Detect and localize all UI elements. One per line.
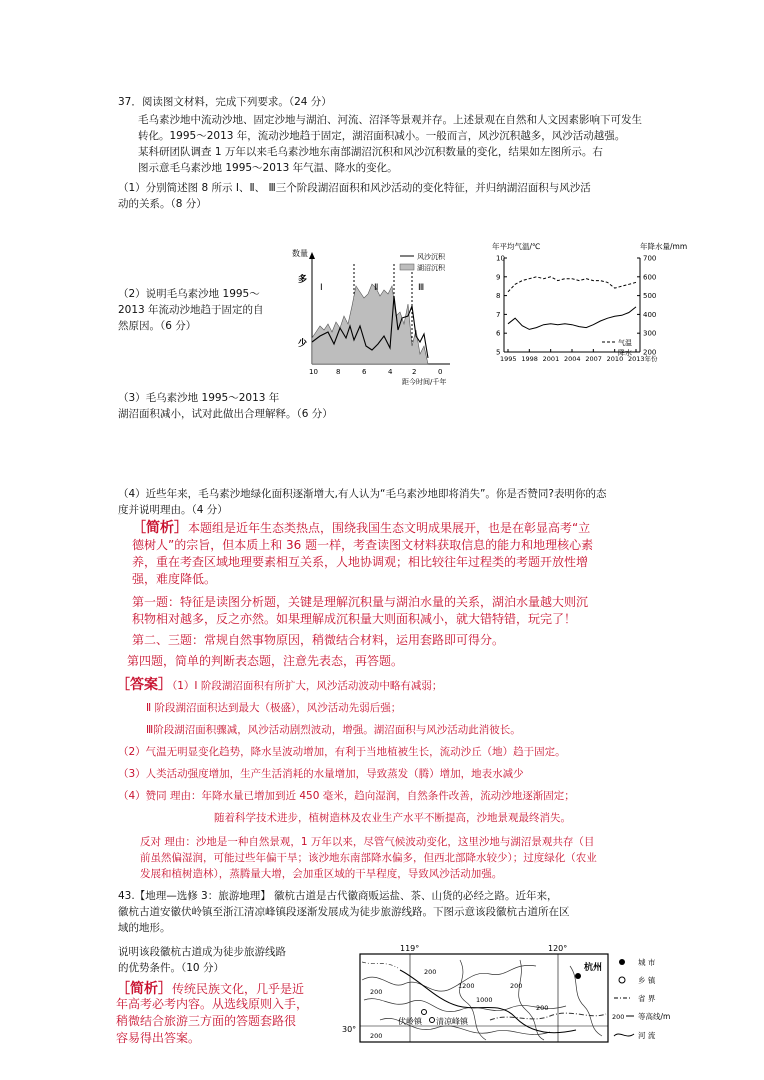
climate-xtick-label: 2010 <box>606 355 624 363</box>
climate-ytick-left-label: 10 <box>496 254 505 263</box>
answer-a1-2: Ⅱ 阶段湖沼面积达到最大（极盛），风沙活动先弱后强； <box>146 702 402 714</box>
analysis-line-1: 本题组是近年生态类热点，围绕我国生态文明成果展开，也是在彰显高考“立 <box>188 521 591 535</box>
climate-ylabel-left: 年平均气温/℃ <box>492 242 541 251</box>
climate-ylabel-right: 年降水量/mm <box>640 242 688 251</box>
climate-xtick-label: 2007 <box>585 355 602 363</box>
map-town-fuling: 伏岭镇 <box>398 1017 422 1026</box>
climate-xtick-label: 2001 <box>542 355 560 363</box>
q43-line1: 43.【地理—选修 3：旅游地理】 徽杭古道是古代徽商贩运盐、茶、山货的必经之路。近年来， <box>118 890 558 902</box>
analysis-q23: 第二、三题：常规自然事物原因，稍微结合材料，运用套路即可得分。 <box>132 633 505 647</box>
analysis-line-4: 强，难度降低。 <box>132 572 217 586</box>
q43-line2: 徽杭古道安徽伏岭镇至浙江清凉峰镇段逐渐发展成为徒步旅游线路。下图示意该段徽杭古道所在区 <box>118 906 570 918</box>
lake-sediment-area <box>312 284 428 364</box>
q37-sub2-line2: 2013 年流动沙地趋于固定的自 <box>118 304 264 316</box>
legend-precip: 降水 <box>618 349 632 357</box>
analysis-tag: ［简析］ <box>132 520 188 536</box>
q43-analysis-1: 传统民族文化，几乎是近 <box>172 982 305 996</box>
phase-1: Ⅰ <box>320 283 323 293</box>
temperature-line <box>508 277 636 292</box>
map-contour-label-1: 200 <box>370 988 383 996</box>
climate-ytick-right-label: 300 <box>643 329 657 338</box>
map-contour-label-2: 200 <box>424 968 437 976</box>
analysis-q1-line1: 第一题：特征是读图分析题，关键是理解沉积量与湖泊水量的关系，湖泊水量越大则沉 <box>132 595 589 609</box>
q43-question-1: 说明该段徽杭古道成为徒步旅游线路 <box>118 946 286 958</box>
q37-sub2-line1: （2）说明毛乌素沙地 1995～ <box>118 288 260 300</box>
map-contour-label-5: 200 <box>510 982 523 990</box>
climate-ytick-right-label: 700 <box>643 254 657 263</box>
q43-analysis-4: 容易得出答案。 <box>116 1031 201 1045</box>
climate-xtick-label: 2004 <box>564 355 581 363</box>
analysis-q1-line2: 积物相对越多，反之亦然。如果理解成沉积量大则面积减小，就大错特错，玩完了！ <box>132 612 577 626</box>
q43-line3: 域的地形。 <box>118 922 171 934</box>
map-contour-label-6: 200 <box>536 1004 549 1012</box>
answer-a5-2: 前虽然偏湿润，可能过些年偏干旱；该沙地东南部降水偏多，但西北部降水较少）；过度绿化（农业 <box>140 852 597 864</box>
q43-analysis-2: 年高考必考内容。从选线原则入手， <box>116 997 309 1011</box>
climate-ytick-left-label: 7 <box>496 310 501 319</box>
precipitation-line <box>508 307 636 330</box>
answer-a1-3: Ⅲ阶段湖沼面积骤减，风沙活动剧烈波动，增强。湖沼面积与风沙活动此消彼长。 <box>146 724 521 736</box>
q37-sub2-line3: 然原因。（6 分） <box>118 320 197 332</box>
chart-left-xlabel: 距今时间/千年 <box>402 378 447 386</box>
map-lat-30: 30° <box>342 1025 357 1034</box>
climate-xtick-label: 1998 <box>521 355 538 363</box>
q37-sub3-line2: 湖沼面积减小，试对此做出合理解释。（6 分） <box>118 408 333 420</box>
q37-intro-1: 毛乌素沙地中流动沙地、固定沙地与湖泊、河流、沼泽等景观并存。上述景观在自然和人文因素影响下可发生 <box>138 114 642 126</box>
xtick-2: 2 <box>412 368 417 376</box>
xtick-6: 6 <box>362 368 367 376</box>
q37-intro-2: 转化。1995～2013 年，流动沙地趋于固定，湖沼面积减小。一般而言，风沙沉积越多，风沙活动越强。 <box>138 130 626 142</box>
q37-intro-4: 图示意毛乌素沙地 1995～2013 年气温、降水的变化。 <box>138 162 398 174</box>
map-city-hangzhou: 杭州 <box>584 963 603 973</box>
q43-question-2: 的优势条件。（10 分） <box>118 962 224 974</box>
climate-ytick-left-label: 5 <box>496 348 501 357</box>
terrain-map <box>340 940 670 1050</box>
phase-2: Ⅱ <box>374 283 379 293</box>
analysis-line-3: 养，重在考查区域地理要素相互关系，人地协调观；相比较往年过程类的考题开放性增 <box>132 555 589 569</box>
map-town-qingliangfeng: 清凉峰镇 <box>436 1017 468 1026</box>
xtick-4: 4 <box>388 368 393 376</box>
q37-intro-3: 某科研团队调查 1 万年以来毛乌素沙地东南部湖沼沉积和风沙沉积数量的变化，结果如左图所示。右 <box>138 146 603 158</box>
answer-a5-1: 反对 理由：沙地是一种自然景观，1 万年以来，尽管气候波动变化，这里沙地与湖沼景观共存（目 <box>140 836 595 848</box>
xtick-0: 0 <box>438 368 443 376</box>
climate-ytick-right-label: 400 <box>643 310 657 319</box>
legend-contour: 等高线/m <box>638 1012 670 1021</box>
xtick-10: 10 <box>309 368 318 376</box>
answer-a5-3: 发展和植树造林），蒸腾量大增，会加重区域的干旱程度，导致风沙活动加强。 <box>140 868 503 880</box>
sediment-chart <box>290 246 466 386</box>
answer-tag: ［答案］ <box>116 677 172 693</box>
map-lon-120: 120° <box>548 944 568 953</box>
legend-temp: 气温 <box>618 339 632 347</box>
climate-xtick-label: 2013年份 <box>628 355 658 363</box>
legend-wind: 风沙沉积 <box>417 253 445 261</box>
map-contour-label-3: 1200 <box>458 982 475 990</box>
phase-3: Ⅲ <box>418 283 425 293</box>
answer-a4-2: 随着科学技术进步，植树造林及农业生产水平不断提高，沙地景观最终消失。 <box>214 812 571 824</box>
answer-a4-1: （4）赞同 理由：年降水量已增加到近 450 毫米，趋向湿润，自然条件改善，流动沙地逐渐固定； <box>118 790 575 802</box>
q37-sub4-line1: （4）近些年来，毛乌素沙地绿化面积逐渐增大,有人认为“毛乌素沙地即将消失”。你是否赞同?表明你的态 <box>118 488 607 500</box>
climate-ytick-right-label: 200 <box>643 348 657 357</box>
answer-a2: （2）气温无明显变化趋势，降水呈波动增加，有利于当地植被生长，流动沙丘（地）趋于固定。 <box>118 746 566 758</box>
chart-left-ylabel: 数量 <box>292 249 308 258</box>
map-lon-119: 119° <box>400 944 420 953</box>
q37-sub1-line1: （1）分别简述图 8 所示 Ⅰ、Ⅱ、 Ⅲ三个阶段湖沼面积和风沙活动的变化特征，并归纳湖沼面积与风沙活 <box>118 182 591 194</box>
legend-lake: 湖沼沉积 <box>417 264 445 272</box>
climate-ytick-left-label: 6 <box>496 329 501 338</box>
analysis-line-2: 德树人”的宗旨，但本质上和 36 题一样，考查读图文材料获取信息的能力和地理核心素 <box>132 538 594 552</box>
answer-a1-1: （1）Ⅰ 阶段湖沼面积有所扩大，风沙活动波动中略有减弱； <box>172 680 443 692</box>
map-contour-label-7: 200 <box>370 1032 383 1040</box>
climate-xtick-label: 1995 <box>500 355 517 363</box>
chart-left-ylow: 少 <box>298 339 308 349</box>
climate-ytick-right-label: 600 <box>643 273 657 282</box>
chart-left-yhigh: 多 <box>298 275 308 285</box>
climate-ytick-left-label: 8 <box>496 292 501 301</box>
legend-river: 河 流 <box>638 1031 656 1040</box>
q43-analysis-3: 稍微结合旅游三方面的答题套路很 <box>116 1014 297 1028</box>
legend-township: 乡 镇 <box>638 976 656 985</box>
analysis-q4: 第四题，简单的判断表态题，注意先表态，再答题。 <box>127 654 404 668</box>
q37-sub3-line1: （3）毛乌素沙地 1995～2013 年 <box>118 392 280 404</box>
map-contour-label-4: 1000 <box>476 996 493 1004</box>
q37-sub1-line2: 动的关系。（8 分） <box>118 198 207 210</box>
q43-analysis-tag: ［简析］ <box>116 981 172 997</box>
climate-chart <box>490 240 700 380</box>
climate-ytick-right-label: 500 <box>643 292 657 301</box>
legend-contour-value: 200 <box>612 1013 625 1021</box>
answer-a3: （3）人类活动强度增加，生产生活消耗的水量增加，导致蒸发（腾）增加，地表水减少 <box>118 768 524 780</box>
q37-title: 37．阅读图文材料，完成下列要求。（24 分） <box>118 96 332 108</box>
q37-sub4-line2: 度并说明理由。（4 分） <box>118 504 228 516</box>
legend-city: 城 市 <box>638 958 656 967</box>
climate-ytick-left-label: 9 <box>496 273 501 282</box>
legend-border: 省 界 <box>638 994 656 1003</box>
xtick-8: 8 <box>336 368 341 376</box>
